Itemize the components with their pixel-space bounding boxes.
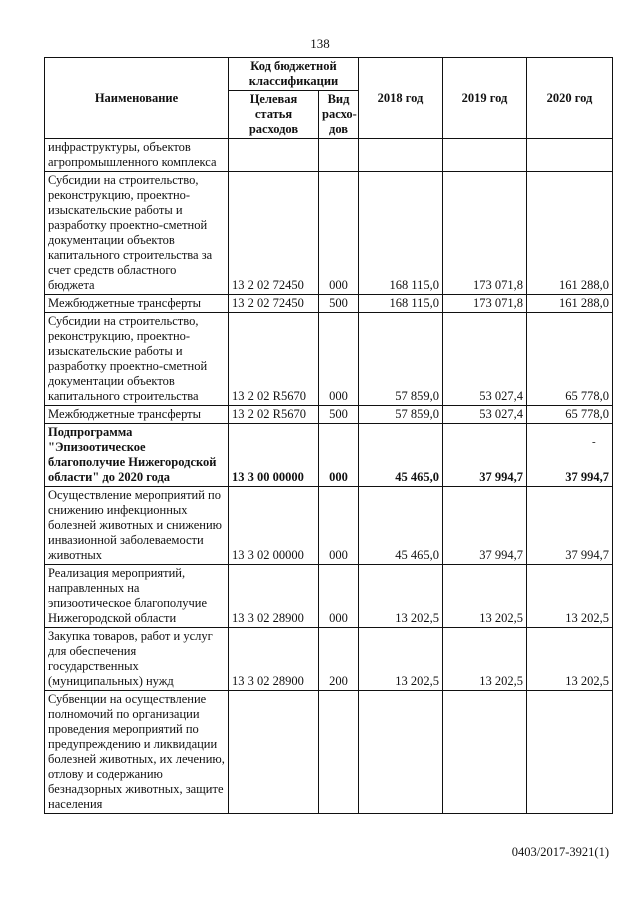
table-row <box>45 628 613 691</box>
cell-expense-type: 000 <box>319 487 359 565</box>
cell-name: инфраструктуры, объектов агропромышленного комплекса <box>45 139 229 172</box>
cell-2018: 13 202,5 <box>359 628 443 691</box>
table-row <box>45 565 613 628</box>
cell-2018 <box>359 139 443 172</box>
cell-target-code: 13 3 02 28900 <box>229 565 319 628</box>
table-header <box>45 58 613 139</box>
cell-2020: 37 994,7 <box>527 424 613 487</box>
cell-2018: 13 202,5 <box>359 565 443 628</box>
cell-expense-type: 000 <box>319 313 359 406</box>
cell-expense-type: 200 <box>319 628 359 691</box>
cell-name: Субвенции на осуществление полномочий по организации проведения мероприятий по предупреждению и ликвидации болезней животных, их лечению, отлову и содержанию безнадзорных животных, защите населения <box>45 691 229 814</box>
cell-expense-type: 000 <box>319 565 359 628</box>
header-2019: 2019 год <box>443 58 527 139</box>
cell-target-code <box>229 691 319 814</box>
table-row <box>45 406 613 424</box>
cell-target-code: 13 3 02 28900 <box>229 628 319 691</box>
header-target: Целевая статья расходов <box>229 91 319 139</box>
cell-name: Осуществление мероприятий по снижению инфекционных болезней животных и снижению инвазионной заболеваемости животных <box>45 487 229 565</box>
cell-2020: 161 288,0 <box>527 172 613 295</box>
header-2018: 2018 год <box>359 58 443 139</box>
page-number: 138 <box>310 36 330 51</box>
header-2020: 2020 год <box>527 58 613 139</box>
cell-2020: 13 202,5 <box>527 628 613 691</box>
cell-2019: 173 071,8 <box>443 295 527 313</box>
cell-2018: 57 859,0 <box>359 313 443 406</box>
cell-2020: 65 778,0 <box>527 406 613 424</box>
cell-2019 <box>443 139 527 172</box>
cell-2020 <box>527 139 613 172</box>
cell-expense-type <box>319 691 359 814</box>
cell-target-code: 13 2 02 R5670 <box>229 313 319 406</box>
cell-target-code: 13 2 02 72450 <box>229 295 319 313</box>
document-code: 0403/2017-3921(1) <box>511 845 609 859</box>
cell-2019 <box>443 691 527 814</box>
stray-mark: - <box>592 436 596 448</box>
cell-2018: 168 115,0 <box>359 172 443 295</box>
cell-target-code: 13 2 02 R5670 <box>229 406 319 424</box>
cell-expense-type: 500 <box>319 406 359 424</box>
cell-target-code <box>229 139 319 172</box>
cell-name: Межбюджетные трансферты <box>45 295 229 313</box>
cell-2020 <box>527 691 613 814</box>
table-row <box>45 691 613 814</box>
cell-2020: 37 994,7 <box>527 487 613 565</box>
cell-name: Субсидии на строительство, реконструкцию, проектно-изыскательские работы и разработку проектно-сметной документации объектов капитального строительства за счет средств областного бюджета <box>45 172 229 295</box>
table-row <box>45 139 613 172</box>
cell-2020: 161 288,0 <box>527 295 613 313</box>
table-body <box>45 139 613 814</box>
cell-name: Закупка товаров, работ и услуг для обеспечения государственных (муниципальных) нужд <box>45 628 229 691</box>
cell-expense-type: 000 <box>319 424 359 487</box>
table-row <box>45 424 613 487</box>
cell-2019: 13 202,5 <box>443 628 527 691</box>
header-kbk: Код бюджетной классификации <box>229 58 359 91</box>
cell-2019: 37 994,7 <box>443 424 527 487</box>
cell-2018: 168 115,0 <box>359 295 443 313</box>
header-name: Наименование <box>45 58 229 139</box>
cell-2018: 57 859,0 <box>359 406 443 424</box>
budget-table <box>44 57 613 814</box>
table-row <box>45 313 613 406</box>
cell-name: Межбюджетные трансферты <box>45 406 229 424</box>
cell-2019: 53 027,4 <box>443 406 527 424</box>
cell-2019: 13 202,5 <box>443 565 527 628</box>
cell-2019: 37 994,7 <box>443 487 527 565</box>
table-row <box>45 295 613 313</box>
header-vid: Вид расхо-дов <box>319 91 359 139</box>
cell-2018: 45 465,0 <box>359 424 443 487</box>
table-row <box>45 172 613 295</box>
cell-expense-type: 000 <box>319 172 359 295</box>
cell-2019: 173 071,8 <box>443 172 527 295</box>
cell-2020: 65 778,0 <box>527 313 613 406</box>
cell-2018: 45 465,0 <box>359 487 443 565</box>
cell-name: Субсидии на строительство, реконструкцию, проектно-изыскательские работы и разработку проектно-сметной документации объектов капитального строительства <box>45 313 229 406</box>
cell-2019: 53 027,4 <box>443 313 527 406</box>
cell-2018 <box>359 691 443 814</box>
cell-expense-type: 500 <box>319 295 359 313</box>
table-row <box>45 487 613 565</box>
cell-2020: 13 202,5 <box>527 565 613 628</box>
cell-expense-type <box>319 139 359 172</box>
cell-name: Реализация мероприятий, направленных на эпизоотическое благополучие Нижегородской области <box>45 565 229 628</box>
cell-target-code: 13 2 02 72450 <box>229 172 319 295</box>
cell-target-code: 13 3 02 00000 <box>229 487 319 565</box>
cell-target-code: 13 3 00 00000 <box>229 424 319 487</box>
cell-name: Подпрограмма "Эпизоотическое благополучие Нижегородской области" до 2020 года <box>45 424 229 487</box>
